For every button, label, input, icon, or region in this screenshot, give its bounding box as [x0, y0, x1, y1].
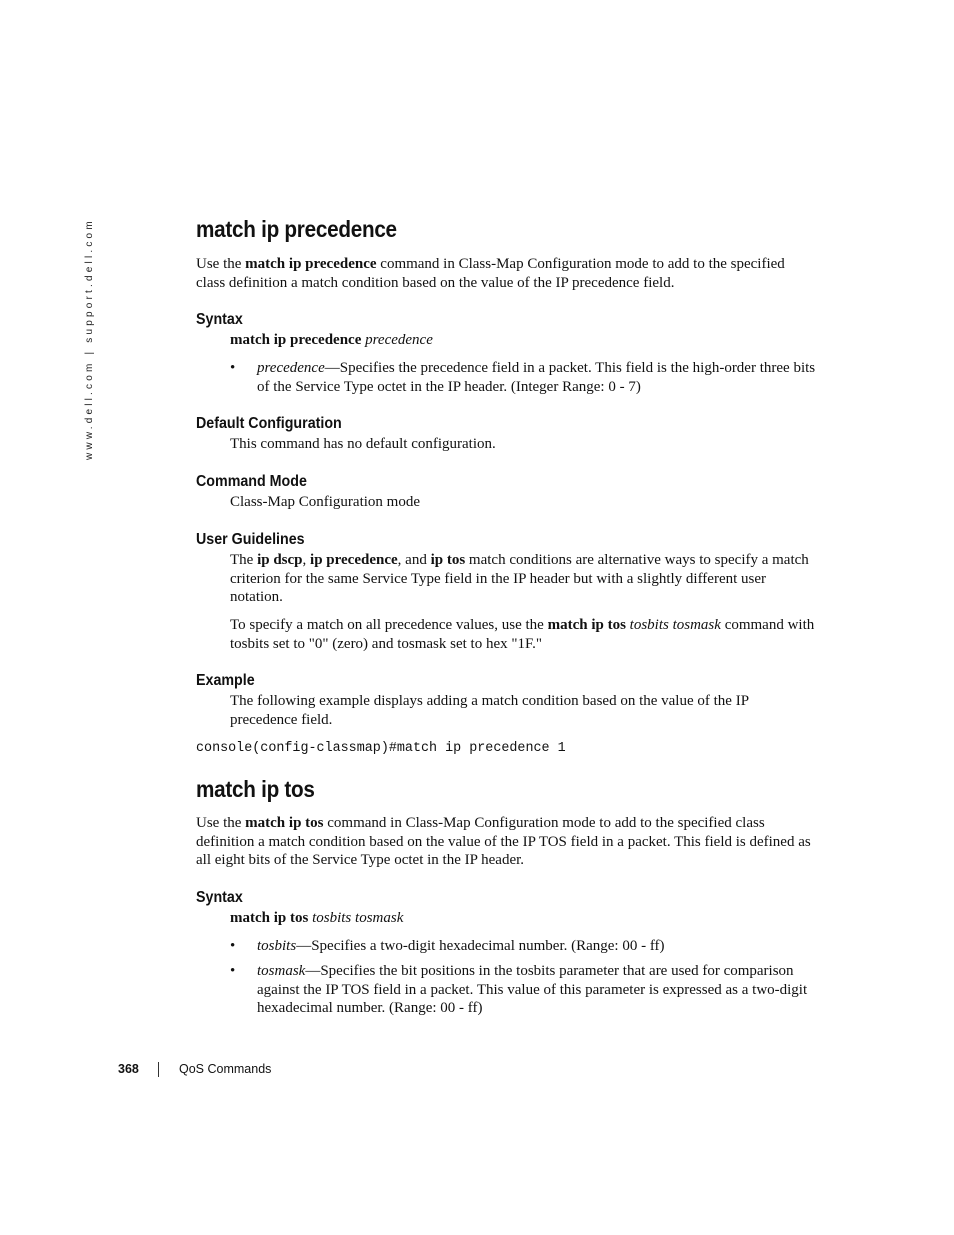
section-title-match-ip-tos: match ip tos: [196, 776, 315, 802]
syntax-line: match ip precedence precedence: [230, 332, 433, 348]
syntax-heading: Syntax: [196, 311, 243, 328]
user-guidelines-paragraph-2: To specify a match on all precedence values, use the match ip tos tosbits tosmask command with tosbits set to "0" (zero) and tosmask set to hex "1F.": [230, 617, 815, 652]
user-guidelines-heading: User Guidelines: [196, 531, 305, 548]
intro-paragraph: Use the match ip tos command in Class-Map Configuration mode to add to the specified class definition a match condition based on the value of the IP TOS field in a packet. This field is defined as all eight bits of the Service Type octet in the IP header.: [196, 815, 811, 869]
section-title-match-ip-precedence: match ip precedence: [196, 216, 397, 242]
syntax-heading: Syntax: [196, 889, 243, 906]
intro-paragraph: Use the match ip precedence command in Class-Map Configuration mode to add to the specified class definition a match condition based on the value of the IP precedence field.: [196, 256, 785, 291]
section-name: QoS Commands: [179, 1062, 272, 1076]
footer-divider: [158, 1062, 159, 1077]
page-footer: [0, 1062, 954, 1082]
command-mode-text: Class-Map Configuration mode: [230, 494, 420, 510]
example-text: The following example displays adding a match condition based on the value of the IP precedence field.: [230, 693, 749, 728]
syntax-line: match ip tos tosbits tosmask: [230, 910, 404, 926]
default-configuration-heading: Default Configuration: [196, 415, 342, 432]
page-number: 368: [118, 1062, 139, 1076]
example-heading: Example: [196, 672, 255, 689]
user-guidelines-paragraph-1: The ip dscp, ip precedence, and ip tos match conditions are alternative ways to specify a match criterion for the same Service Type field in the IP header but with a slightly different user notation.: [230, 552, 809, 606]
default-configuration-text: This command has no default configuration.: [230, 436, 496, 452]
command-mode-heading: Command Mode: [196, 473, 307, 490]
example-code: console(config-classmap)#match ip precedence 1: [196, 741, 566, 756]
sidebar-url: www.dell.com | support.dell.com: [84, 218, 95, 460]
